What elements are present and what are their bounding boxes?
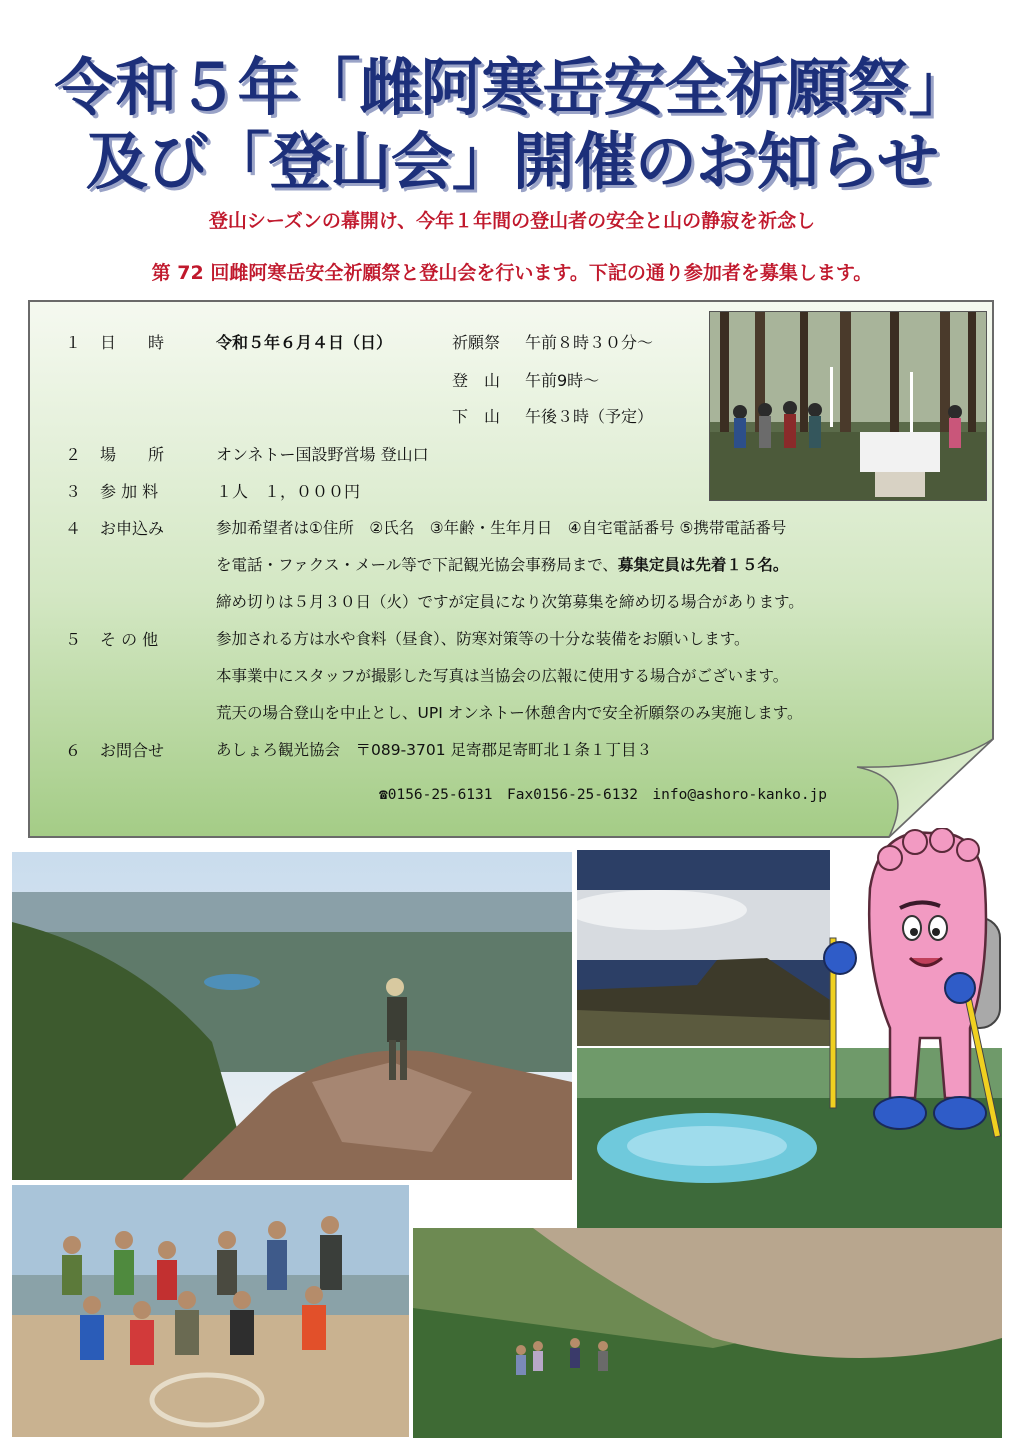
- label-contact: お問合せ: [100, 741, 165, 760]
- other-line1: 参加される方は水や食料（昼食）、防寒対策等の十分な装備をお願いします。: [216, 630, 750, 648]
- item-number-4: ４: [65, 519, 82, 538]
- group-summit-photo: [12, 1185, 409, 1437]
- schedule-descent-time: 午後３時（予定）: [525, 407, 654, 426]
- page-title-line2: 及び「登山会」開催のお知らせ: [85, 125, 939, 198]
- item-number-5: ５: [65, 630, 82, 649]
- summit-hiker-photo: [12, 852, 572, 1180]
- other-line2: 本事業中にスタッフが撮影した写真は当協会の広報に使用する場合がございます。: [216, 667, 789, 685]
- apply-line2: [216, 553, 788, 575]
- apply-line3: 締め切りは５月３０日（火）ですが定員になり次第募集を締め切る場合があります。: [216, 593, 804, 611]
- label-place: 場 所: [100, 445, 165, 464]
- subtitle-line2: 第 72 回雌阿寒岳安全祈願祭と登山会を行います。下記の通り参加者を募集します。: [151, 262, 873, 284]
- event-date: 令和５年６月４日（日）: [216, 333, 393, 352]
- schedule-ceremony-time: 午前８時３０分～: [525, 333, 654, 352]
- schedule-descent-name: 下 山: [452, 407, 501, 426]
- label-other: そ の 他: [100, 630, 159, 649]
- label-fee: 参 加 料: [100, 482, 159, 501]
- item-number-6: ６: [65, 741, 82, 760]
- mascot-character: [820, 828, 1020, 1158]
- page-title-line1: 令和５年「雌阿寒岳安全祈願祭」: [54, 51, 970, 124]
- hikers-slope-photo: [413, 1228, 1002, 1438]
- item-number-1: １: [65, 333, 82, 352]
- schedule-climb-name: 登 山: [452, 371, 501, 390]
- label-date: 日 時: [100, 333, 165, 352]
- fee-value: １人 １，０００円: [216, 482, 361, 501]
- apply-capacity: 募集定員は先着１５名。: [617, 556, 789, 574]
- contact-phone-fax-email: ☎0156-25-6131 Fax0156-25-6132 info@ashoro-kanko.jp: [379, 787, 828, 803]
- apply-line2-text: を電話・ファクス・メール等で下記観光協会事務局まで、: [216, 556, 618, 574]
- contact-address: あしょろ観光協会 〒089-3701 足寄郡足寄町北１条１丁目３: [216, 741, 653, 759]
- ceremony-photo: [709, 311, 987, 501]
- info-panel: [27, 299, 997, 839]
- cliff-clouds-photo: [577, 850, 830, 1046]
- item-number-3: ３: [65, 482, 82, 501]
- subtitle-line1: 登山シーズンの幕開け、今年１年間の登山者の安全と山の静寂を祈念し: [208, 210, 816, 232]
- schedule-climb-time: 午前9時～: [525, 371, 600, 390]
- other-line3: 荒天の場合登山を中止とし、UPI オンネトー休憩舎内で安全祈願祭のみ実施します。: [216, 704, 803, 722]
- schedule-ceremony-name: 祈願祭: [452, 333, 501, 352]
- apply-line1: 参加希望者は①住所 ②氏名 ③年齢・生年月日 ④自宅電話番号 ⑤携帯電話番号: [216, 519, 787, 537]
- label-apply: お申込み: [100, 519, 165, 538]
- place-value: オンネトー国設野営場 登山口: [216, 445, 429, 464]
- item-number-2: ２: [65, 445, 82, 464]
